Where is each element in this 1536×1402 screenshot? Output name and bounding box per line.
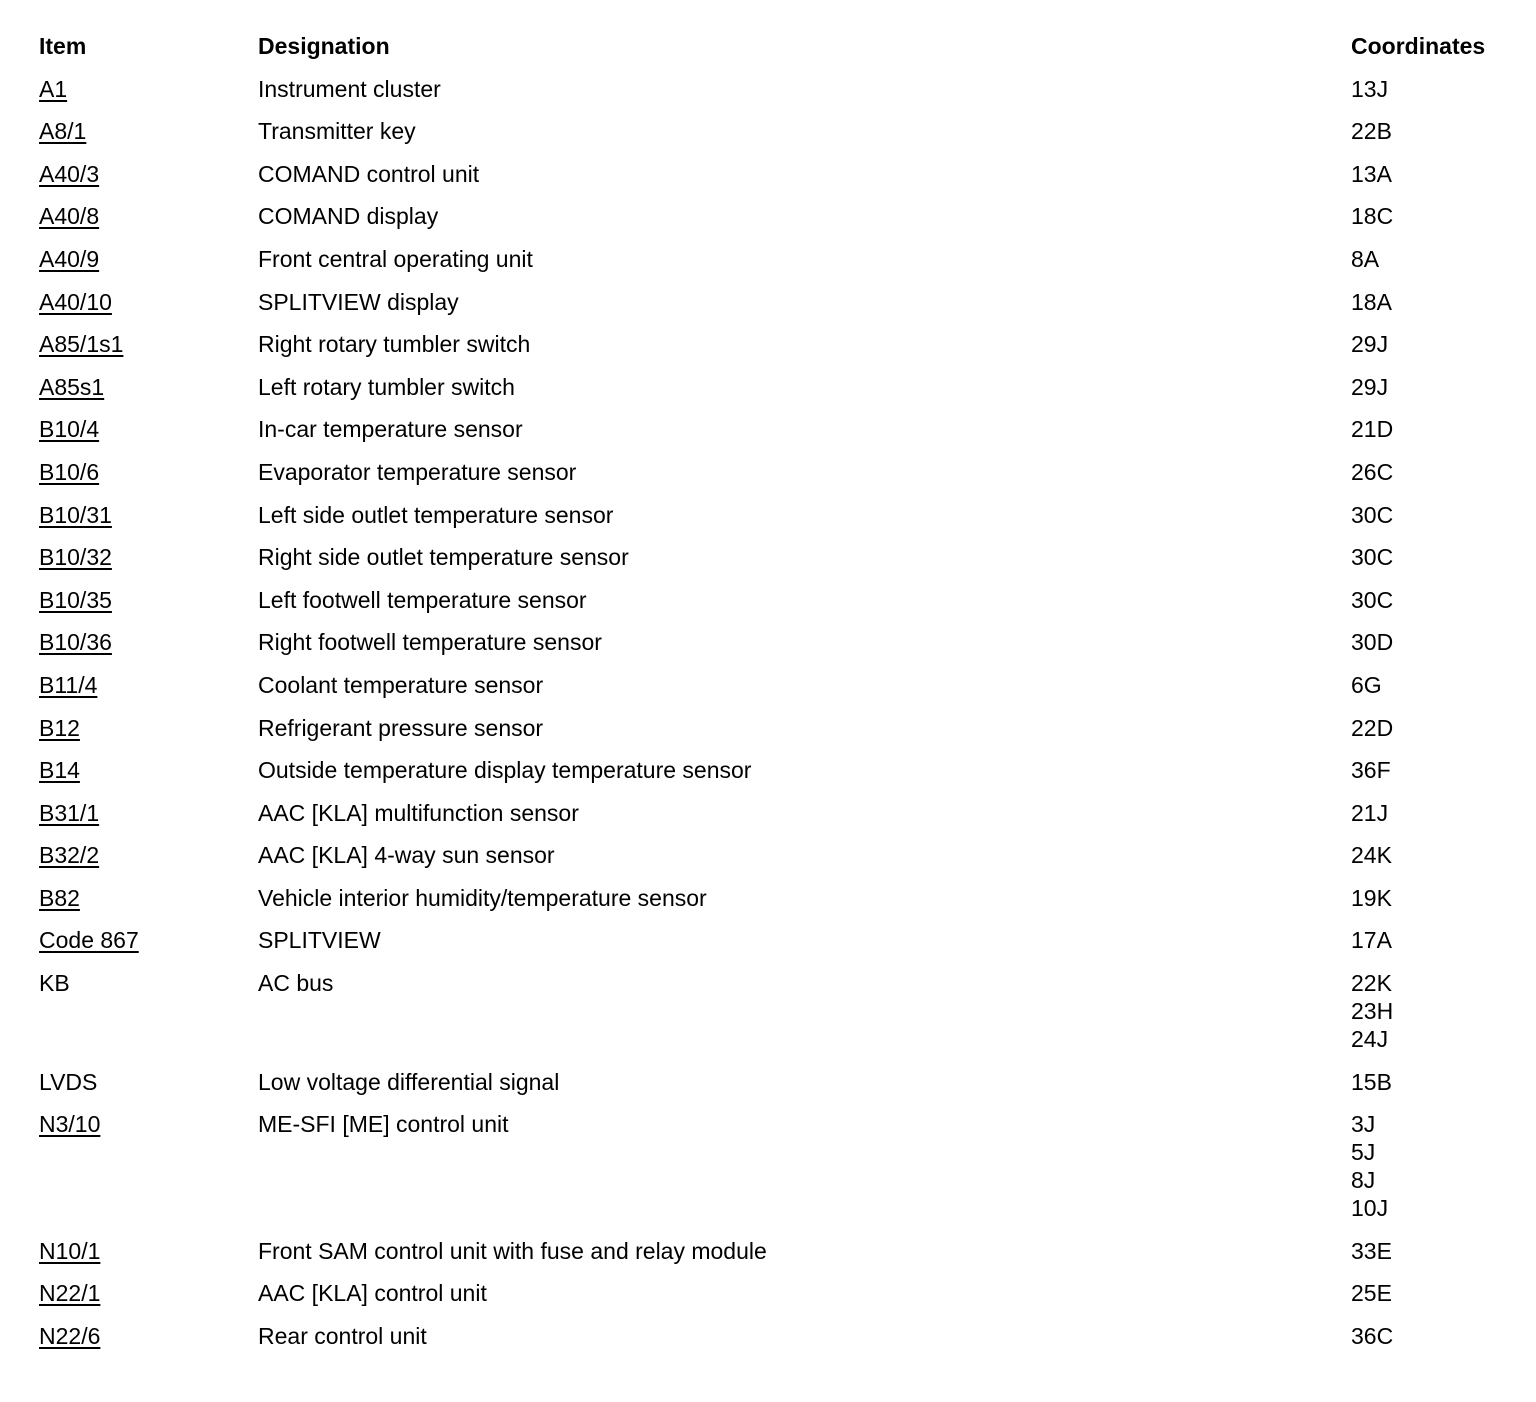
designation-text: AAC [KLA] control unit [258,1280,487,1307]
coordinate-value: 5J [1351,1139,1376,1166]
coordinates-cell [1351,1279,1392,1307]
coordinate-value: 21J [1351,799,1389,826]
table-row [0,1279,1536,1322]
designation-text: Vehicle interior humidity/temperature sensor [258,884,707,911]
table-row [0,330,1536,373]
designation-text: Coolant temperature sensor [258,671,544,698]
table-row [0,799,1536,842]
coordinates-cell [1351,75,1388,103]
designation-text: SPLITVIEW display [258,288,459,315]
coordinate-value: 26C [1351,458,1394,485]
item-link[interactable]: A1 [39,75,68,102]
table-row [0,458,1536,501]
designation-text: COMAND control unit [258,160,480,187]
coordinates-cell [1351,884,1392,912]
item-link[interactable]: B82 [39,884,80,911]
designation-text: Left footwell temperature sensor [258,586,587,613]
item-link[interactable]: B12 [39,714,80,741]
designation-text: AAC [KLA] 4-way sun sensor [258,842,555,869]
coordinate-value: 24K [1351,842,1392,869]
coordinate-value: 30C [1351,544,1394,571]
coordinate-value: 29J [1351,373,1389,400]
table-row [0,288,1536,331]
item-label: LVDS [39,1068,98,1095]
designation-text: Front central operating unit [258,245,533,272]
coordinates-cell [1351,671,1382,699]
table-header [0,32,1536,75]
coordinate-value: 19K [1351,884,1392,911]
item-link[interactable]: N22/1 [39,1280,101,1307]
item-link[interactable]: N22/6 [39,1322,101,1349]
designation-text: Right rotary tumbler switch [258,331,531,358]
table-row [0,628,1536,671]
coordinates-cell [1351,245,1379,273]
coordinates-cell [1351,756,1391,784]
item-link[interactable]: B14 [39,757,80,784]
item-link[interactable]: N3/10 [39,1111,101,1138]
table-row [0,117,1536,160]
coordinate-value: 30C [1351,586,1394,613]
table-row [0,543,1536,586]
designation-text: COMAND display [258,203,439,230]
coordinate-value: 22D [1351,714,1394,741]
coordinates-cell [1351,117,1392,145]
item-link[interactable]: A40/10 [39,288,112,315]
table-row [0,1322,1536,1365]
coordinate-value: 6G [1351,671,1382,698]
coordinate-value: 3J [1351,1111,1376,1138]
coordinates-cell [1351,714,1393,742]
designation-text: Left side outlet temperature sensor [258,501,614,528]
coordinate-value: 25E [1351,1280,1392,1307]
coordinate-value: 23H [1351,998,1394,1025]
coordinate-value: 8A [1351,245,1380,272]
designation-text: Refrigerant pressure sensor [258,714,544,741]
coordinate-value: 13A [1351,160,1392,187]
coordinate-value: 29J [1351,331,1389,358]
table-row [0,926,1536,969]
item-link[interactable]: A85/1s1 [39,331,124,358]
table-row [0,160,1536,203]
item-link[interactable]: A40/3 [39,160,100,187]
coordinate-value: 8J [1351,1167,1376,1194]
coordinate-value: 17A [1351,927,1392,954]
item-link[interactable]: B11/4 [39,671,98,698]
item-link[interactable]: B10/6 [39,458,100,485]
coordinate-value: 13J [1351,75,1389,102]
coordinate-value: 30D [1351,629,1394,656]
table-row [0,756,1536,799]
table-row [0,586,1536,629]
designation-text: Front SAM control unit with fuse and relay module [258,1237,767,1264]
coordinates-cell [1351,458,1393,486]
designation-text: Right side outlet temperature sensor [258,544,629,571]
coordinates-cell [1351,202,1393,230]
coordinate-value: 36F [1351,757,1391,784]
coordinates-cell [1351,543,1393,571]
coordinate-value: 10J [1351,1195,1389,1222]
table-row [0,1068,1536,1111]
designation-text: Low voltage differential signal [258,1068,560,1095]
table-row [0,671,1536,714]
item-link[interactable]: A8/1 [39,118,87,145]
designation-text: Outside temperature display temperature sensor [258,757,752,784]
coordinate-value: 22B [1351,118,1392,145]
table-row [0,714,1536,757]
table-row [0,75,1536,118]
coordinates-cell [1351,926,1392,954]
header-coordinates: Coordinates [1351,33,1486,59]
coordinate-value: 30C [1351,501,1394,528]
item-link[interactable]: A40/8 [39,203,100,230]
coordinates-cell [1351,415,1393,443]
coordinates-cell [1351,586,1393,614]
item-link[interactable]: B10/4 [39,416,100,443]
designation-text: SPLITVIEW [258,927,381,954]
designation-text: Right footwell temperature sensor [258,629,602,656]
item-label: KB [39,970,70,997]
coordinates-cell [1351,501,1393,529]
coordinate-value: 18C [1351,203,1394,230]
coordinates-cell [1351,799,1388,827]
coordinate-value: 22K [1351,970,1392,997]
coordinates-cell [1351,373,1388,401]
item-link[interactable]: A85s1 [39,373,105,400]
coordinates-cell [1351,969,1393,1053]
item-link[interactable]: B10/31 [39,501,112,528]
table-row [0,501,1536,544]
coordinate-value: 21D [1351,416,1394,443]
coordinates-cell [1351,841,1392,869]
coordinate-value: 36C [1351,1322,1394,1349]
item-link[interactable]: B32/2 [39,842,100,869]
coordinates-cell [1351,1237,1392,1265]
coordinates-cell [1351,1068,1392,1096]
table-row [0,202,1536,245]
component-legend-table [0,32,1536,1364]
coordinate-value: 24J [1351,1026,1389,1053]
designation-text: Left rotary tumbler switch [258,373,515,400]
item-link[interactable]: B10/32 [39,544,112,571]
designation-text: Rear control unit [258,1322,427,1349]
item-link[interactable]: N10/1 [39,1237,101,1264]
coordinates-cell [1351,1322,1393,1350]
designation-text: In-car temperature sensor [258,416,523,443]
designation-text: Transmitter key [258,118,416,145]
coordinate-value: 18A [1351,288,1392,315]
coordinates-cell [1351,628,1393,656]
coordinate-value: 33E [1351,1237,1392,1264]
header-item: Item [39,33,87,59]
coordinates-cell [1351,330,1388,358]
table-row [0,1237,1536,1280]
table-row [0,969,1536,1068]
table-row [0,415,1536,458]
designation-text: AC bus [258,970,334,997]
item-link[interactable]: B31/1 [39,799,100,826]
coordinates-cell [1351,160,1392,188]
designation-text: Instrument cluster [258,75,441,102]
table-row [0,373,1536,416]
table-row [0,884,1536,927]
table-row [0,1110,1536,1236]
designation-text: AAC [KLA] multifunction sensor [258,799,579,826]
item-link[interactable]: Code 867 [39,927,139,954]
coordinates-cell [1351,1110,1388,1222]
table-body [0,75,1536,1365]
table-row [0,841,1536,884]
item-link[interactable]: B10/36 [39,629,112,656]
coordinate-value: 15B [1351,1068,1392,1095]
header-designation: Designation [258,33,390,59]
designation-text: ME-SFI [ME] control unit [258,1111,509,1138]
coordinates-cell [1351,288,1392,316]
item-link[interactable]: B10/35 [39,586,112,613]
item-link[interactable]: A40/9 [39,245,100,272]
table-row [0,245,1536,288]
designation-text: Evaporator temperature sensor [258,458,577,485]
